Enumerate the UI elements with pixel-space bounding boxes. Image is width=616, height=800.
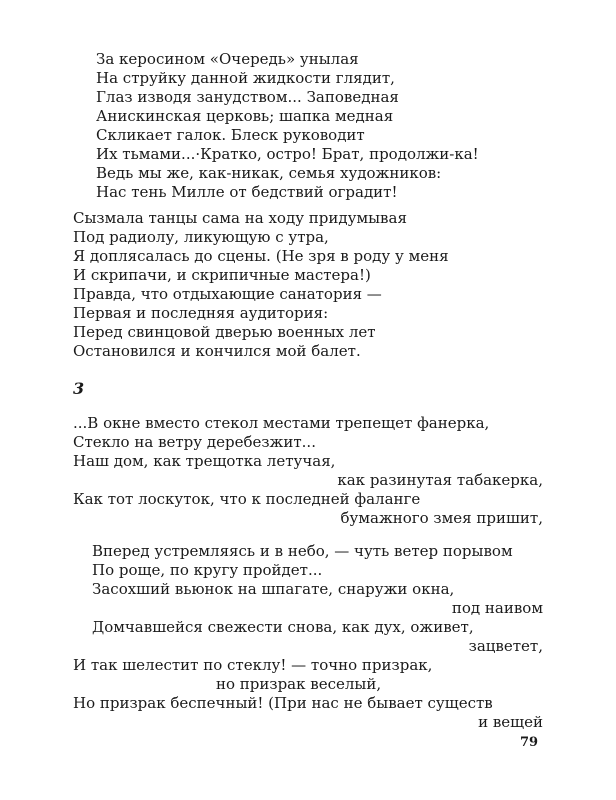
poem-line: ...В окне вместо стекол местами трепещет фанерка,	[73, 414, 490, 432]
poem-line: Под радиолу, ликующую с утра,	[73, 228, 329, 246]
poem-line: Анискинская церковь; шапка медная	[96, 107, 394, 125]
poem-line: Вперед устремляясь и в небо, — чуть ветер порывом	[92, 542, 513, 560]
poem-line: Стекло на ветру деребезжит...	[73, 433, 316, 451]
poem-line: И скрипачи, и скрипичные мастера!)	[73, 266, 371, 284]
poem-line: По роще, по кругу пройдет...	[92, 561, 323, 579]
poem-line: Но призрак беспечный! (При нас не бывает существ	[73, 694, 493, 712]
poem-line: Я доплясалась до сцены. (Не зря в роду у меня	[73, 247, 449, 265]
poem-line: Засохший вьюнок на шпагате, снаружи окна,	[92, 580, 455, 598]
poem-line: Остановился и кончился мой балет.	[73, 342, 361, 360]
poem-line: Скликает галок. Блеск руководит	[96, 126, 365, 144]
section-number: 3	[73, 379, 85, 398]
poem-line: под наивом	[451, 599, 543, 617]
poem-line: Наш дом, как трещотка летучая,	[73, 452, 336, 470]
poem-line: За керосином «Очередь» унылая	[96, 50, 359, 68]
poem-line: Ведь мы же, как-никак, семья художников:	[96, 164, 442, 182]
poem-line: Нас тень Милле от бедствий оградит!	[96, 183, 398, 201]
poem-line: как разинутая табакерка,	[337, 471, 543, 489]
page-number: 79	[520, 735, 539, 750]
poem-line: Сызмала танцы сама на ходу придумывая	[73, 209, 407, 227]
poem-line: Глаз изводя занудством... Заповедная	[96, 88, 399, 106]
poem-line: зацветет,	[468, 637, 543, 655]
poem-line: И так шелестит по стеклу! — точно призрак,	[73, 656, 433, 674]
poem-line: Как тот лоскуток, что к последней фаланге	[73, 490, 421, 508]
poem-line: Домчавшейся свежести снова, как дух, оживет,	[92, 618, 474, 636]
poem-line: Первая и последняя аудитория:	[73, 304, 329, 322]
poem-line: и вещей	[478, 713, 543, 731]
poem-line: бумажного змея пришит,	[340, 509, 543, 527]
poem-line: но призрак веселый,	[216, 675, 382, 693]
poem-line: Правда, что отдыхающие санатория —	[73, 285, 382, 303]
poem-line: Их тьмами...·Кратко, остро! Брат, продолжи-ка!	[96, 145, 479, 163]
poem-line: Перед свинцовой дверью военных лет	[73, 323, 376, 341]
poem-line: На струйку данной жидкости глядит,	[96, 69, 395, 87]
